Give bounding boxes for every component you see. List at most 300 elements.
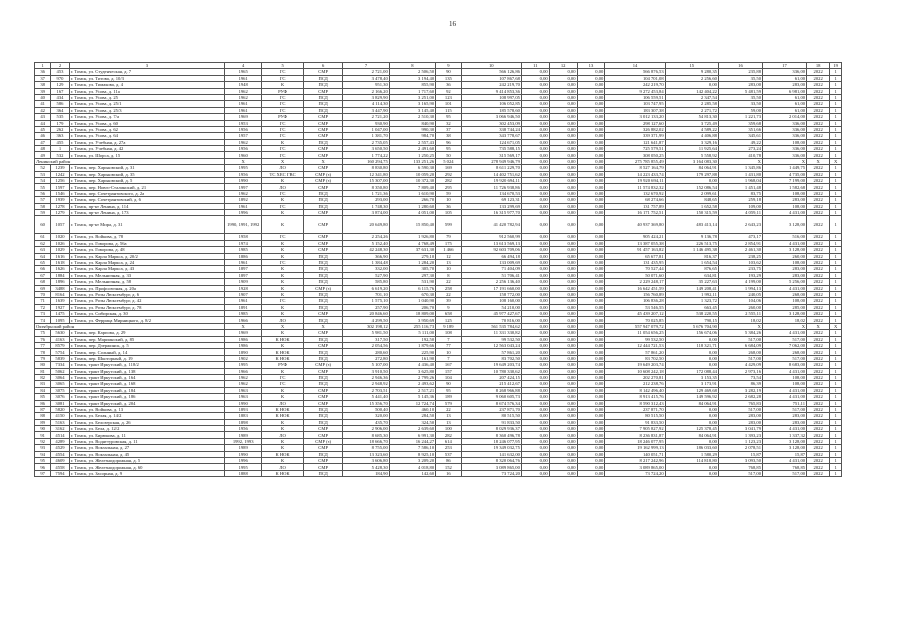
table-cell: 701,10: [343, 291, 389, 297]
address-cell: г. Томск, ул. Титова, д. 10/3: [69, 75, 224, 81]
table-cell: 336,00: [763, 126, 807, 132]
table-cell: 124 671,05: [461, 139, 521, 145]
address-cell: г. Томск, пер. Сочетрантовский, д. 6: [69, 197, 224, 203]
table-cell: 0,00: [521, 445, 549, 451]
table-cell: 5754: [51, 349, 70, 355]
table-cell: 4 436,40: [389, 362, 435, 368]
table-cell: 109,00: [718, 203, 762, 209]
table-cell: 69: [35, 285, 51, 291]
table-cell: 0,00: [577, 458, 605, 464]
table-cell: 0,00: [577, 470, 605, 476]
table-cell: 118 321,71: [665, 343, 718, 349]
table-cell: 538 220,55: [665, 311, 718, 317]
table-cell: 4163: [51, 336, 70, 342]
table-cell: 237 871,70: [461, 406, 521, 412]
table-cell: 3 725,49: [665, 120, 718, 126]
table-cell: 1: [830, 88, 842, 94]
table-cell: 149 596,92: [665, 394, 718, 400]
table-cell: 260,00: [718, 304, 762, 310]
table-cell: 0,00: [549, 94, 577, 100]
table-cell: 0,00: [549, 69, 577, 75]
table-cell: 453: [51, 69, 70, 75]
table-cell: 0,00: [665, 470, 718, 476]
table-cell: 61,00: [763, 94, 807, 100]
table-cell: 2022: [807, 298, 830, 304]
table-cell: 4 431,00: [763, 426, 807, 432]
table-cell: 1907: [225, 291, 262, 297]
table-cell: 237 871,70: [605, 406, 665, 412]
table-cell: 8: [436, 272, 462, 278]
address-cell: г. Томск, ул. Учебная, д. 27а: [69, 139, 224, 145]
table-cell: 455: [51, 139, 70, 145]
table-cell: 1597: [51, 184, 70, 190]
table-cell: К: [262, 304, 304, 310]
table-cell: 207 424,15: [461, 374, 521, 380]
table-cell: 4 431,00: [763, 209, 807, 215]
address-cell: г. Томск, ул. Усова, д. 11а: [69, 88, 224, 94]
table-cell: 0,00: [521, 272, 549, 278]
table-cell: 1939: [51, 197, 70, 203]
table-cell: 61,00: [763, 107, 807, 113]
table-cell: 36: [436, 203, 462, 209]
address-cell: г. Томск, пер. Дзержинск, д. 5: [69, 343, 224, 349]
table-cell: ГС: [262, 374, 304, 380]
table-cell: 42: [35, 107, 51, 113]
table-cell: 1: [830, 432, 842, 438]
address-cell: г. Томск, ул. Розы Люксембург, д. 42: [69, 298, 224, 304]
table-cell: 1546: [51, 190, 70, 196]
table-cell: 3 128,00: [763, 247, 807, 253]
table-cell: 0,00: [577, 158, 605, 164]
table-cell: 0,00: [521, 368, 549, 374]
table-cell: ПСД: [303, 279, 342, 285]
table-cell: 1: [830, 139, 842, 145]
table-cell: 1989: [225, 445, 262, 451]
table-cell: К: [262, 285, 304, 291]
table-cell: 336,00: [763, 120, 807, 126]
table-cell: 3 874,00: [343, 209, 389, 215]
table-cell: 2 285,58: [665, 101, 718, 107]
table-cell: 1986: [225, 336, 262, 342]
table-cell: 0,00: [521, 349, 549, 355]
table-cell: 1898: [225, 419, 262, 425]
table-cell: 1: [830, 178, 842, 184]
table-cell: 2022: [807, 374, 830, 380]
table-cell: 3 209,20: [389, 458, 435, 464]
table-cell: 85: [35, 394, 51, 400]
table-cell: 2022: [807, 94, 830, 100]
table-cell: 2 254,26: [343, 234, 389, 240]
table-cell: СМР: [303, 311, 342, 317]
table-cell: 2 557,43: [389, 139, 435, 145]
table-cell: 185 578,60: [461, 107, 521, 113]
table-cell: 0,00: [549, 298, 577, 304]
table-cell: 167: [51, 88, 70, 94]
table-cell: 4 199,00: [718, 279, 762, 285]
table-cell: 90: [436, 381, 462, 387]
table-cell: 53: [35, 171, 51, 177]
table-cell: 295: [436, 184, 462, 190]
table-cell: 1958: [225, 234, 262, 240]
table-cell: 131 435,95: [605, 259, 665, 265]
table-cell: 22: [436, 279, 462, 285]
table-cell: 1278: [51, 203, 70, 209]
table-cell: 0,00: [521, 146, 549, 152]
table-cell: 1616: [51, 253, 70, 259]
table-cell: 1: [830, 114, 842, 120]
table-cell: 1888: [225, 470, 262, 476]
table-cell: 8 360 496,78: [461, 432, 521, 438]
table-cell: 0,00: [577, 101, 605, 107]
table-cell: 0,00: [549, 139, 577, 145]
table-cell: 3 153,35: [665, 374, 718, 380]
table-cell: ГС: [262, 126, 304, 132]
table-cell: 0,00: [577, 107, 605, 113]
table-cell: 1 994,13: [718, 285, 762, 291]
table-cell: К НОК: [262, 413, 304, 419]
table-cell: 3081: [51, 400, 70, 406]
table-cell: 283,00: [763, 413, 807, 419]
table-cell: 2 510,30: [389, 114, 435, 120]
table-cell: 12: [436, 253, 462, 259]
table-cell: 2022: [807, 197, 830, 203]
table-cell: ПСД: [303, 259, 342, 265]
table-cell: 1 451,48: [718, 184, 762, 190]
table-cell: 1 466: [436, 247, 462, 253]
table-cell: 0,00: [521, 458, 549, 464]
address-cell: г. Томск, ул. Железнодорожная, д. 60: [69, 464, 224, 470]
table-cell: 3065: [51, 381, 70, 387]
table-cell: 59,00: [718, 107, 762, 113]
table-cell: 0,00: [549, 152, 577, 158]
table-cell: 108 160,00: [461, 298, 521, 304]
table-cell: 634,81: [665, 272, 718, 278]
table-cell: 1 280,60: [389, 203, 435, 209]
table-cell: 2 703,51: [343, 387, 389, 393]
table-cell: 22: [436, 291, 462, 297]
table-cell: 4 018,80: [389, 464, 435, 470]
table-cell: 10 780 330,62: [461, 368, 521, 374]
table-cell: 2 271,72: [665, 107, 718, 113]
table-cell: 1: [830, 253, 842, 259]
table-cell: 2022: [807, 120, 830, 126]
table-cell: 152: [436, 464, 462, 470]
table-cell: 2022: [807, 234, 830, 240]
table-cell: 2 682,28: [718, 394, 762, 400]
table-cell: 10 372,30: [389, 178, 435, 184]
table-cell: ЛО: [262, 184, 304, 190]
table-cell: 0,00: [577, 432, 605, 438]
table-cell: 16 315 977,70: [461, 209, 521, 215]
table-cell: 2 054,56: [343, 343, 389, 349]
table-cell: 1996: [225, 209, 262, 215]
table-cell: 2022: [807, 362, 830, 368]
table-cell: 2022: [807, 387, 830, 393]
table-cell: 0,00: [665, 82, 718, 88]
table-cell: 56: [35, 190, 51, 196]
address-cell: г. Томск, пр-кт Мира, д. 31: [69, 216, 224, 234]
table-cell: 3076: [51, 394, 70, 400]
table-cell: 19 920 694,11: [605, 178, 665, 184]
table-cell: 0,00: [577, 400, 605, 406]
table-cell: 83 702,50: [605, 355, 665, 361]
table-cell: К НОК: [262, 406, 304, 412]
table-cell: 0,00: [665, 355, 718, 361]
address-cell: г. Томск, пер. Мариинский, д. 85: [69, 336, 224, 342]
table-cell: 285,00: [763, 304, 807, 310]
table-cell: 1: [830, 362, 842, 368]
table-cell: 1: [830, 406, 842, 412]
table-cell: 11 331 330,82: [461, 330, 521, 336]
table-cell: 283,00: [763, 419, 807, 425]
table-cell: 0,00: [665, 464, 718, 470]
table-cell: 0,00: [521, 285, 549, 291]
table-cell: 0,00: [577, 209, 605, 215]
table-cell: ПСД: [303, 75, 342, 81]
table-cell: 1: [830, 438, 842, 444]
table-cell: 2022: [807, 133, 830, 139]
address-cell: г. Томск, ул. Водяттуровская, д. 11: [69, 438, 224, 444]
table-cell: 149 208,41: [665, 285, 718, 291]
table-cell: 561 535 784,62: [461, 323, 521, 329]
table-cell: 2 078,51: [718, 445, 762, 451]
table-cell: 99 532,50: [605, 336, 665, 342]
table-cell: 206,70: [389, 304, 435, 310]
table-cell: К: [262, 394, 304, 400]
table-cell: 1890: [225, 349, 262, 355]
table-cell: ПСД: [303, 190, 342, 196]
table-cell: 107 867,68: [461, 75, 521, 81]
table-cell: 9 189: [436, 323, 462, 329]
table-cell: К: [262, 139, 304, 145]
table-cell: СМР: [303, 464, 342, 470]
table-cell: 97: [35, 470, 51, 476]
table-cell: 3 829,90: [343, 94, 389, 100]
table-cell: 1: [830, 240, 842, 246]
table-cell: 49,22: [718, 139, 762, 145]
table-cell: 768,85: [763, 464, 807, 470]
table-cell: 1618: [51, 259, 70, 265]
table-cell: Х: [262, 158, 304, 164]
table-cell: 2022: [807, 381, 830, 387]
table-cell: 64: [35, 253, 51, 259]
table-cell: 95: [436, 387, 462, 393]
table-cell: 2022: [807, 259, 830, 265]
table-cell: 0,00: [549, 216, 577, 234]
table-cell: 320,00: [343, 413, 389, 419]
table-cell: 1961: [225, 203, 262, 209]
table-cell: 33,50: [718, 101, 762, 107]
table-cell: 10 059,20: [389, 171, 435, 177]
table-cell: К: [262, 178, 304, 184]
table-cell: 1: [830, 165, 842, 171]
table-cell: К: [262, 438, 304, 444]
table-cell: ГС: [262, 203, 304, 209]
address-cell: г. Томск, пер. Новго-Сталинский, д. 21: [69, 184, 224, 190]
table-cell: 13: [436, 259, 462, 265]
table-cell: 67: [35, 272, 51, 278]
table-cell: 0,00: [521, 451, 549, 457]
table-cell: СМР: [303, 184, 342, 190]
table-cell: 1: [830, 279, 842, 285]
table-cell: 0,00: [577, 75, 605, 81]
table-cell: 50 071,60: [605, 272, 665, 278]
address-cell: г. Томск, ул. Вокзальная, д. 45: [69, 451, 224, 457]
table-cell: 59: [436, 190, 462, 196]
table-cell: 1956: [225, 146, 262, 152]
table-cell: 0,00: [577, 69, 605, 75]
table-cell: 186 033,60: [665, 445, 718, 451]
table-cell: 47: [35, 139, 51, 145]
table-cell: 91 457 163,82: [605, 247, 665, 253]
table-cell: 20 649,80: [343, 216, 389, 234]
table-cell: ПСД: [303, 94, 342, 100]
table-cell: 336,00: [763, 146, 807, 152]
table-cell: 517,00: [718, 470, 762, 476]
table-cell: ПСД: [303, 419, 342, 425]
table-cell: 0,00: [549, 464, 577, 470]
table-cell: 226 513,75: [665, 240, 718, 246]
table-cell: 108,00: [763, 298, 807, 304]
table-cell: 108,00: [763, 374, 807, 380]
table-cell: 6 115,76: [389, 285, 435, 291]
table-cell: 579: [436, 400, 462, 406]
table-cell: 3 145,40: [389, 107, 435, 113]
table-cell: Х: [225, 158, 262, 164]
table-cell: 3162: [51, 426, 70, 432]
table-cell: 2 506,50: [389, 69, 435, 75]
table-cell: 8 683,00: [763, 362, 807, 368]
table-cell: 1995: [225, 464, 262, 470]
table-cell: 1 393,23: [718, 432, 762, 438]
table-cell: 460,10: [389, 406, 435, 412]
column-number-cell: 3: [69, 63, 224, 69]
table-cell: 0,00: [577, 464, 605, 470]
table-cell: 11 925,64: [665, 146, 718, 152]
table-cell: К: [262, 311, 304, 317]
table-cell: 336,00: [763, 152, 807, 158]
district-name-cell: Октябрьский район: [35, 323, 225, 329]
address-cell: г. Томск, ул. Усова, д. 64: [69, 133, 224, 139]
table-cell: 2022: [807, 470, 830, 476]
table-cell: ПСД: [303, 272, 342, 278]
table-cell: 0,00: [549, 178, 577, 184]
table-cell: 473,17: [718, 234, 762, 240]
table-cell: 72: [35, 304, 51, 310]
table-cell: 70: [35, 291, 51, 297]
table-cell: 52: [35, 165, 51, 171]
table-cell: 0,00: [577, 311, 605, 317]
table-cell: 91 833,50: [461, 419, 521, 425]
table-cell: 1956: [225, 426, 262, 432]
table-cell: 16 244,27: [389, 438, 435, 444]
table-cell: 1956: [225, 126, 262, 132]
table-cell: 106 836,28: [605, 298, 665, 304]
table-cell: 1 575,10: [343, 298, 389, 304]
table-cell: 132 670,92: [605, 190, 665, 196]
table-cell: 364: [51, 107, 70, 113]
table-cell: 1956: [225, 171, 262, 177]
table-cell: 115: [436, 107, 462, 113]
table-cell: 13 613 569,13: [461, 240, 521, 246]
column-number-cell: 11: [521, 63, 549, 69]
table-cell: СМР: [303, 133, 342, 139]
table-cell: 0,00: [577, 197, 605, 203]
table-cell: 2022: [807, 285, 830, 291]
table-cell: 8 350,80: [343, 184, 389, 190]
table-cell: 1962: [225, 94, 262, 100]
table-cell: 9 060 605,73: [461, 394, 521, 400]
table-cell: 280,60: [343, 349, 389, 355]
table-cell: 4 431,00: [763, 285, 807, 291]
table-cell: 1961: [225, 298, 262, 304]
table-cell: 1: [830, 120, 842, 126]
table-cell: 106 052,85: [461, 101, 521, 107]
address-cell: г. Томск, ул. Вокзальная, д. 27: [69, 445, 224, 451]
table-cell: 297,30: [389, 272, 435, 278]
address-cell: г. Томск, ул. Шорса, д. 15: [69, 152, 224, 158]
address-cell: г. Томск, ул. Войкова, д. 78: [69, 234, 224, 240]
table-cell: 283,00: [718, 419, 762, 425]
address-cell: г. Томск, ул. Мельничная, д. 33: [69, 272, 224, 278]
table-cell: 70 527,44: [605, 266, 665, 272]
table-cell: 169: [436, 165, 462, 171]
table-cell: 0,00: [521, 197, 549, 203]
table-cell: 7 062,00: [763, 343, 807, 349]
table-cell: 1: [830, 387, 842, 393]
table-cell: 1: [830, 394, 842, 400]
table-cell: 0,00: [577, 171, 605, 177]
address-cell: г. Томск, ул. Карла Маркса, д. 24: [69, 259, 224, 265]
table-cell: 283,00: [763, 266, 807, 272]
table-cell: 0,00: [521, 279, 549, 285]
table-cell: 0,00: [549, 285, 577, 291]
table-cell: 2022: [807, 330, 830, 336]
table-cell: 1996: [225, 458, 262, 464]
table-cell: 2 735,05: [343, 139, 389, 145]
table-cell: 73: [35, 311, 51, 317]
table-cell: 2022: [807, 419, 830, 425]
table-cell: 5 441,40: [343, 394, 389, 400]
table-cell: 84 064,91: [665, 165, 718, 171]
column-number-cell: 1: [35, 63, 51, 69]
table-cell: 0,00: [549, 432, 577, 438]
table-cell: 2022: [807, 165, 830, 171]
table-cell: 0,00: [549, 107, 577, 113]
table-cell: 131 757,89: [605, 203, 665, 209]
table-cell: 2022: [807, 311, 830, 317]
table-cell: 156 760,89: [605, 291, 665, 297]
table-cell: 104 701,08: [605, 75, 665, 81]
table-cell: 2022: [807, 266, 830, 272]
table-cell: 663,45: [665, 304, 718, 310]
table-cell: 2022: [807, 279, 830, 285]
table-cell: 2 461,30: [718, 247, 762, 253]
address-cell: г. Томск, тракт Иркутский, д. 138: [69, 368, 224, 374]
column-number-cell: 13: [577, 63, 605, 69]
table-cell: 7 905 827,92: [605, 426, 665, 432]
table-cell: 74: [35, 317, 51, 323]
table-cell: 2022: [807, 69, 830, 75]
table-cell: 0,00: [577, 330, 605, 336]
table-cell: 70 025,85: [605, 317, 665, 323]
table-cell: 1: [830, 107, 842, 113]
table-cell: СМР: [303, 426, 342, 432]
table-cell: 302 453,09: [461, 120, 521, 126]
table-cell: 8164: [51, 291, 70, 297]
table-cell: 104: [436, 374, 462, 380]
table-cell: 0,00: [577, 178, 605, 184]
